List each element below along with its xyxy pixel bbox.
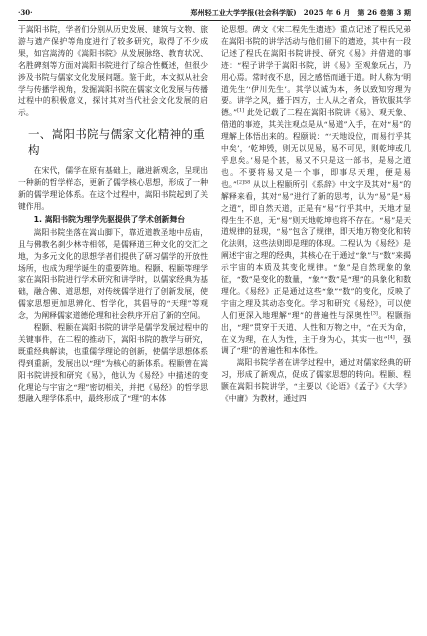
body-paragraph-2: 程颢、程颐在嵩阳书院的讲学是儒学发展过程中的关键事件，在二程的推动下，嵩阳书院的教学与研究，既重经典解读，也重儒学理论的创新，使儒学思想体系得到重新，发展出以“理”为核心的新体系。程颐曾在嵩阳书院讲授和研究《易》，他认为《易经》中描述的变化理论与宇宙之“理”密切相关，并把《易经》的哲学思想融入理学体系中，最终形成了“理”的本体 <box>18 323 208 404</box>
citation-ref: [2]58 <box>236 179 251 186</box>
subsection-heading: 1. 嵩阳书院为理学先驱提供了学术创新舞台 <box>33 214 186 224</box>
body-paragraph-3 <box>221 24 411 357</box>
page-number: ·30· <box>18 8 33 17</box>
body-paragraph-4: 嵩阳书院学者在讲学过程中，通过对儒家经典的研习，形成了新观点，促成了儒家思想的转向。程颐、程颢在嵩阳书院讲学，“主要以《论语》《孟子》《大学》《中庸》为教材，通过四 <box>221 358 411 404</box>
left-column <box>18 24 208 405</box>
para-text: 从以上程颐所引《系辞》中文字及其对“易”的解释来看，其对“易”进行了新的思考，认为“易”是“易之道”，即自然天道，正是有“易”行乎其中，天地才显得生生不息，无“易”则天地乾坤也将不存在。“易”是天道规律的显现，“易”包含了规律，即天地万物变化和转化法则，这些法则即是理的体现。二程认为《易经》是阐述宇宙之理的经典，其核心在于通过“象”与“数”来揭示宇宙的本质及其变化规律。“象”是自然现象的象征，“数”是变化的数量，“象”“数”是“理”的具象化和数理化。《易经》正是通过这些“象”“数”的变化，反映了宇宙之理及其动态变化。学习和研究《易经》，可以使人们更深入地理解“理”的普遍性与深奥性 <box>221 179 412 320</box>
right-column <box>221 24 411 405</box>
section-heading: 一、嵩阳书院与儒家文化精神的重构 <box>28 127 205 157</box>
para-text: 论思想。碑文《宋二程先生遗迹》重点记述了程氏兄弟在嵩阳书院的讲学活动与他们留下的遗迹，其中有一段记述了程氏在嵩阳书院讲授、研究《易》并借道的事迹：“程子讲学于嵩阳书院，讲《易》至观象玩占，乃用心焉。常时夜不息，因之感悟而通于道。时人称为‘明道先生’‘伊川先生’。其学以诚为本，务以致知穷理为要。讲学之风，播于四方，士人从之者众，皆钦服其学德。” <box>221 25 411 118</box>
citation-ref: [3] <box>370 310 378 317</box>
para-text: 此处记载了二程在嵩阳书院讲《易》、观天象、借道的事迹，其关注观点是从“易道”入手，在对“易”的理解上体悟出来的。程颐说：“‘天地设位，而易行乎其中矣’，‘乾坤毁，则无以见易，易不可见，则乾坤或几乎息矣。’易是个甚，易又不只是这一部书，是易之道也。不要将易又是一个事，即事尽天理，便是易也。” <box>221 108 411 189</box>
citation-ref: [4] <box>387 333 395 340</box>
section-intro: 在宋代，儒学在原有基础上，融进新观念，呈现出一种新的哲学样态，更新了儒学核心思想，形成了一种新的儒学理论体系。在这个过程中，嵩阳书院起到了关键作用。 <box>18 166 208 211</box>
running-head <box>18 8 411 20</box>
citation-ref: [1] <box>237 107 245 114</box>
para-text: 。程颢指出，“理”贯穿于天道、人性和万物之中，“在天为命，在义为理，在人为性，主于身为心，其实一也” <box>221 310 411 344</box>
journal-title: 郑州轻工业大学学报(社会科学版) 2025 年 6 月 第 26 卷第 3 期 <box>190 8 411 17</box>
header-rule <box>18 20 411 21</box>
intro-paragraph: 于嵩阳书院，学者们分别从历史发展、建筑与文物、旅游与遗产保护等角度进行了较多研究，取得了不少成果，如宫嵩涛的《嵩阳书院》从发展脉络、教育状况、名胜碑刻等方面对嵩阳书院进行了综合性概述，但很少涉及书院与儒家文化发展问题。鉴于此，本文拟从社会学与传播学视角，发掘嵩阳书院在儒家文化发展与传播过程中的积极意义，探讨其对当代社会文化发展的启示。 <box>18 25 208 118</box>
para-text: ，强调了“理”的普遍性和本体性。 <box>221 334 411 356</box>
body-paragraph-1: 嵩阳书院坐落在嵩山脚下，靠近道教圣地中岳庙，且与佛教名刹少林寺相邻，是儒释道三种文化的交汇之地，为多元文化的思想学者们提供了研习儒学的开放性场所，也成为理学诞生的重要阵地。程颢、程颐等理学家在嵩阳书院进行学术研究和讲学时，以儒家经典为基础，融合佛、道思想，对传统儒学进行了创新发展，使儒家思想更加思辨化、哲学化，其倡导的“天理”等观念，为阐释儒家道德伦理和社会秩序开启了新的空间。 <box>18 227 208 321</box>
